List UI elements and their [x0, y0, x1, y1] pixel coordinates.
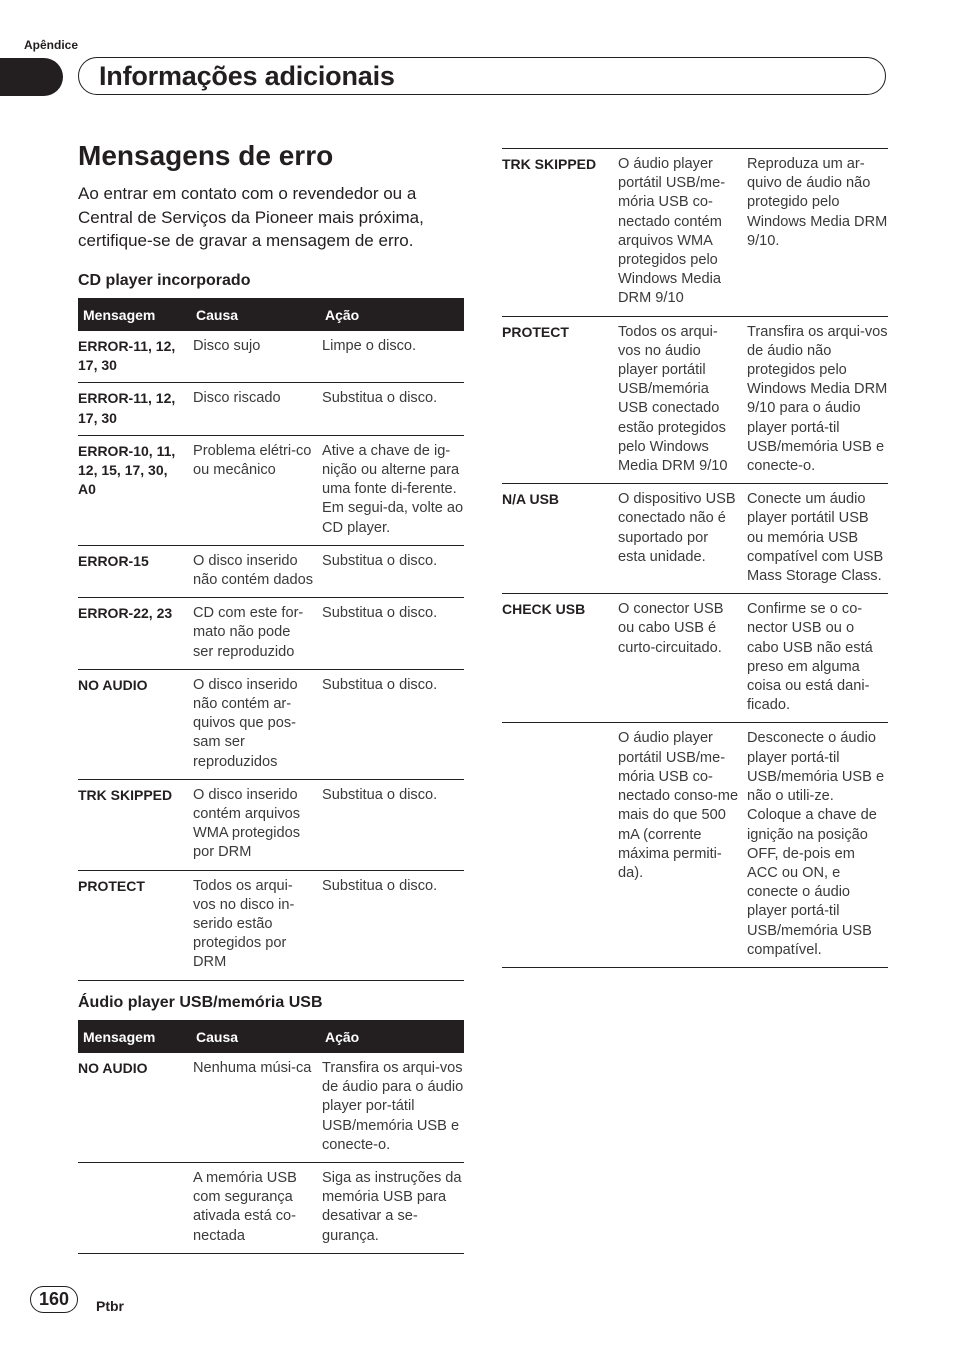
message-cell [502, 723, 616, 967]
table-header-row [78, 298, 464, 331]
table-row [78, 331, 464, 383]
action-cell: Substitua o disco. [320, 383, 464, 435]
cause-cell: CD com este for-mato não pode ser reproduzido [191, 598, 320, 670]
action-cell: Substitua o disco. [320, 779, 464, 870]
table-row [78, 1053, 464, 1163]
table-row [78, 1163, 464, 1254]
page-title: Mensagens de erro [78, 140, 334, 171]
message-cell: N/A USB [502, 484, 616, 594]
table-row [78, 669, 464, 779]
page-number: 160 [30, 1286, 78, 1313]
chapter-header [78, 57, 886, 95]
cd-error-table [78, 298, 464, 981]
column-header-message: Mensagem [78, 1020, 191, 1053]
table-row [78, 383, 464, 435]
cause-cell: O dispositivo USB conectado não é suportado por esta unidade. [616, 484, 745, 594]
message-cell: CHECK USB [502, 594, 616, 723]
message-cell: PROTECT [502, 316, 616, 484]
table-row [78, 598, 464, 670]
message-cell: PROTECT [78, 870, 191, 980]
cause-cell: A memória USB com segurança ativada está co-nectada [191, 1163, 320, 1254]
language-code: Ptbr [96, 1298, 124, 1314]
usb-error-table-continued [502, 148, 888, 968]
chapter-tab-marker [0, 58, 63, 96]
action-cell: Confirme se o co-nector USB ou o cabo USB não está preso em alguma coisa ou está dani-ficado. [745, 594, 888, 723]
action-cell: Conecte um áudio player portátil USB ou memória USB compatível com USB Mass Storage Class. [745, 484, 888, 594]
cause-cell: O disco inserido não contém dados [191, 545, 320, 597]
action-cell: Substitua o disco. [320, 598, 464, 670]
column-header-cause: Causa [191, 1020, 320, 1053]
action-cell: Reproduza um ar-quivo de áudio não protegido pelo Windows Media DRM 9/10. [745, 149, 888, 317]
cause-cell: O disco inserido não contém ar-quivos que pos-sam ser reproduzidos [191, 669, 320, 779]
table-header-row [78, 1020, 464, 1053]
action-cell: Substitua o disco. [320, 870, 464, 980]
usb-error-table [78, 1020, 464, 1254]
cause-cell: O áudio player portátil USB/me-mória USB co-nectado conso-me mais do que 500 mA (corrente máxima permiti-da). [616, 723, 745, 967]
intro-paragraph: Ao entrar em contato com o revendedor ou a Central de Serviços da Pioneer mais próxima, certifique-se de gravar a mensagem de erro. [78, 184, 424, 250]
message-cell [78, 1163, 191, 1254]
action-cell: Limpe o disco. [320, 331, 464, 383]
cause-cell: O disco inserido contém arquivos WMA protegidos por DRM [191, 779, 320, 870]
column-header-action: Ação [320, 298, 464, 331]
cause-cell: Todos os arqui-vos no disco in-serido estão protegidos por DRM [191, 870, 320, 980]
cd-section-heading: CD player incorporado [78, 272, 251, 289]
message-cell: TRK SKIPPED [502, 149, 616, 317]
table-row [502, 149, 888, 317]
message-cell: ERROR-22, 23 [78, 598, 191, 670]
table-row [78, 779, 464, 870]
message-cell: NO AUDIO [78, 1053, 191, 1163]
section-label: Apêndice [24, 38, 79, 52]
cause-cell: Todos os arqui-vos no áudio player portátil USB/memória USB conectado estão protegidos pelo Windows Media DRM 9/10 [616, 316, 745, 484]
usb-section-heading: Áudio player USB/memória USB [78, 994, 323, 1011]
cause-cell: Disco riscado [191, 383, 320, 435]
action-cell: Transfira os arqui-vos de áudio não protegidos pelo Windows Media DRM 9/10 para o áudio player portá-til USB/memória USB e conecte-o. [745, 316, 888, 484]
cause-cell: Disco sujo [191, 331, 320, 383]
action-cell: Siga as instruções da memória USB para desativar a se-gurança. [320, 1163, 464, 1254]
message-cell: TRK SKIPPED [78, 779, 191, 870]
table-row [502, 316, 888, 484]
table-row [78, 870, 464, 980]
action-cell: Substitua o disco. [320, 669, 464, 779]
column-header-cause: Causa [191, 298, 320, 331]
action-cell: Ative a chave de ig-nição ou alterne para uma fonte di-ferente. Em segui-da, volte ao CD player. [320, 435, 464, 545]
column-header-message: Mensagem [78, 298, 191, 331]
message-cell: ERROR-11, 12, 17, 30 [78, 331, 191, 383]
column-header-action: Ação [320, 1020, 464, 1053]
chapter-title: Informações adicionais [99, 61, 395, 91]
message-cell: ERROR-10, 11, 12, 15, 17, 30, A0 [78, 435, 191, 545]
table-row [502, 594, 888, 723]
message-cell: ERROR-15 [78, 545, 191, 597]
cause-cell: Problema elétri-co ou mecânico [191, 435, 320, 545]
table-row [502, 484, 888, 594]
message-cell: NO AUDIO [78, 669, 191, 779]
cause-cell: O áudio player portátil USB/me-mória USB co-nectado contém arquivos WMA protegidos pelo Windows Media DRM 9/10 [616, 149, 745, 317]
cause-cell: O conector USB ou cabo USB é curto-circuitado. [616, 594, 745, 723]
table-row [78, 435, 464, 545]
message-cell: ERROR-11, 12, 17, 30 [78, 383, 191, 435]
action-cell: Transfira os arqui-vos de áudio para o áudio player por-tátil USB/memória USB e conecte-o. [320, 1053, 464, 1163]
table-row [78, 545, 464, 597]
action-cell: Desconecte o áudio player portá-til USB/memória USB e não o utili-ze. Coloque a chave de ignição na posição OFF, de-pois em ACC ou ON, e conecte o áudio player portá-til USB/memória USB compatível. [745, 723, 888, 967]
action-cell: Substitua o disco. [320, 545, 464, 597]
table-row [502, 723, 888, 967]
cause-cell: Nenhuma músi-ca [191, 1053, 320, 1163]
